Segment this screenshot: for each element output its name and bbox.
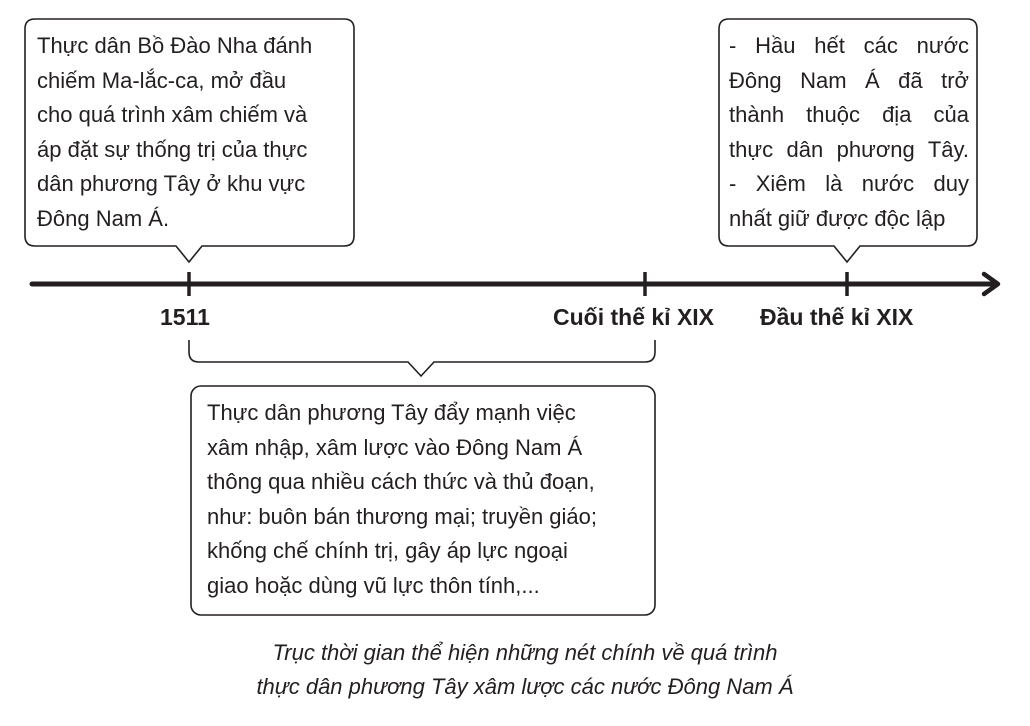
callout-early-xix-line: - Xiêm là nước duy (729, 171, 969, 196)
callout-period-text (207, 396, 645, 603)
callout-1511-line: áp đặt sự thống trị của thực (37, 136, 308, 162)
callout-1511-line: chiếm Ma-lắc-ca, mở đầu (37, 67, 287, 93)
figure-caption-line-2: thực dân phương Tây xâm lược các nước Đông Nam Á (256, 674, 794, 699)
callout-period-line: như: buôn bán thương mại; truyền giáo; (207, 503, 598, 529)
period-bracket (189, 340, 655, 376)
callout-early-xix-line: thành thuộc địa của (729, 102, 969, 127)
callout-early-xix-text (729, 29, 969, 236)
tick-label-1511: 1511 (160, 304, 210, 330)
callout-1511-line: cho quá trình xâm chiếm và (37, 102, 308, 127)
callout-early-xix-line: thực dân phương Tây. (729, 136, 969, 162)
callout-1511-text (37, 29, 355, 236)
callout-period-line: thông qua nhiều cách thức và thủ đoạn, (207, 469, 595, 494)
callout-period-line: Thực dân phương Tây đẩy mạnh việc (207, 400, 576, 425)
figure-caption-line-1: Trục thời gian thể hiện những nét chính về quá trình (272, 640, 778, 665)
tick-label-dau-the-ki-xix: Đầu thế kỉ XIX (760, 304, 914, 330)
callout-1511-line: Đông Nam Á. (37, 205, 170, 231)
callout-period-line: xâm nhập, xâm lược vào Đông Nam Á (207, 434, 583, 460)
callout-1511-line: Thực dân Bồ Đào Nha đánh (37, 33, 313, 58)
callout-period-line: giao hoặc dùng vũ lực thôn tính,... (207, 572, 540, 598)
callout-early-xix-line: Đông Nam Á đã trở (729, 67, 969, 93)
callout-1511-line: dân phương Tây ở khu vực (37, 171, 306, 196)
callout-early-xix-line: - Hầu hết các nước (729, 33, 969, 58)
tick-label-cuoi-the-ki-xix: Cuối thế kỉ XIX (553, 304, 715, 330)
callout-early-xix-line: nhất giữ được độc lập (729, 205, 946, 231)
callout-period-line: khống chế chính trị, gây áp lực ngoại (207, 538, 568, 563)
